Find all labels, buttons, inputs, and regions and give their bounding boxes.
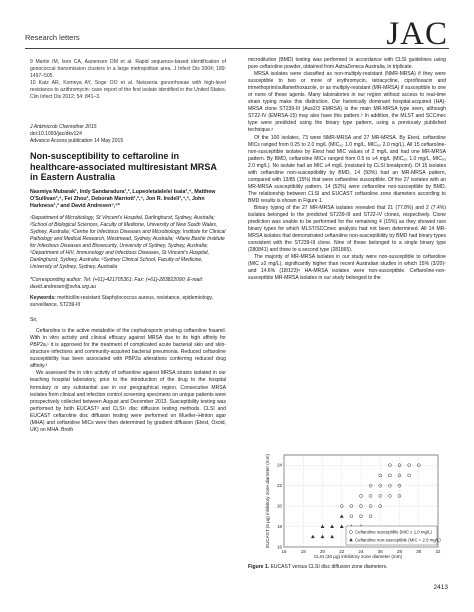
header-rule	[25, 48, 449, 49]
body-paragraph: We assessed the in vitro activity of ceftaroline against MRSA strains isolated in our teaching hospital laboratory, prior to the introduction of the drug to the hospital formulary or any substantial use in our geographical region. Consecutive MRSA isolates from clinical and infection control screening specimens on unique patients were prospectively collected between August and December 2013. Susceptibility testing was performed by both EUCAST³ and CLSI⁴ disc diffusion testing methods. CLSI and EUCAST ceftaroline disc diffusion testing were performed on Mueller–Hinton agar (MHA) and ceftaroline MICs were then determined by gradient diffusion (Etest, Oxoid, UK) on MHA. Broth	[30, 370, 226, 433]
x-tick-label: 16	[281, 549, 287, 554]
x-tick-label: 22	[339, 549, 345, 554]
body-paragraph: Ceftaroline is the active metabolite of the cephalosporin prodrug ceftaroline fosamil. With in vitro activity and clinical efficacy against MRSA due to its high affinity for PBP2a,¹ it is approved for the treatment of complicated acute bacterial skin and skin-structure infections and community-acquired bacterial pneumonia. Reduced ceftaroline susceptibility has been associated with PBP2a alterations conferring reduced drug affinity.²	[30, 328, 226, 370]
x-tick-label: 28	[397, 549, 402, 554]
citation-doi[interactable]: doi:10.1093/jac/dkv124	[30, 131, 82, 138]
figure-caption	[248, 564, 446, 571]
legend-label: Ceftaroline susceptible (MIC ≤ 1.0 mg/L)	[355, 529, 432, 535]
data-point-triangle	[330, 525, 334, 528]
data-point-circle	[388, 474, 391, 477]
figure-1	[248, 451, 446, 566]
author-list: Nasmiya Mubarak¹, Indy Sandaradura¹,², Lupeoletalalelei Isaia³,⁴, Matthew O'Sullivan³,⁴, Fei Zhou³, Deborah Marriott¹,²,⁴, Jon R. Iredell³,⁴,⁶, John Harkness¹,² and David Andresen⁵,⁶*	[30, 188, 216, 210]
body-paragraph: MRSA isolates were classified as non-multiply-resistant (NMR-MRSA) if they were susceptible to two or more of erythromycin, tetracycline, ciprofloxacin and trimethoprim/sulfamethoxazole, or as multiply-resistant (MR-MRSA) if susceptible to one or none of these agents. Many laboratories in our region without access to real-time strain typing make this distinction. Our historically dominant hospital-acquired (HA)-MRSA clone ST239-III (Aus2/3 EMRSA) is the main MR-MRSA type seen, although ST22-IV (EMRSA-15) may also have this pattern.⁵ In addition, the MLST and SCCmec type were predicted using the binary type pattern, using a previously published technique.⁶	[248, 71, 446, 134]
right-column	[248, 57, 446, 283]
reference-number: 10	[30, 80, 36, 87]
data-point-circle	[350, 515, 353, 518]
data-point-triangle	[321, 535, 325, 538]
citation-journal: J Antimicrob Chemother 2015	[30, 124, 97, 131]
body-paragraph: Binary typing of the 27 MR-MRSA isolates revealed that 21 (77.8%) and 2 (7.4%) isolates belonged to the predicted ST239-III and ST22-IV clones, respectively. Clone prediction was unable to be performed for the remaining 4 (15%) as they showed rare binary types for which MLST/SCCmec analysis had not been determined. All 14 MR-MRSA isolates that demonstrated ceftaroline non-susceptibility by BMD had binary types consistent with the ST239-III clone. Nine of these belonged to a single binary type (280841) and three to a second type (281865).	[248, 204, 446, 254]
reference-text: Martin IM, Ison CA, Aanensen DM et al. Rapid sequence-based identification of gonococcal transmission clusters in a large metropolitan area. J Infect Dis 2004; 189: 1497–505.	[30, 59, 226, 80]
keywords	[30, 295, 226, 309]
legend-label: Ceftaroline non-susceptible (MIC = 2.0 mg/L)	[355, 537, 441, 543]
body-paragraph: microdilution (BMD) testing was performed in accordance with CLSI guidelines using pure ceftaroline powder, obtained from AstraZeneca Australia, in triplicate.	[248, 57, 446, 71]
affiliations: ¹Department of Microbiology, St Vincent's Hospital, Darlinghurst, Sydney, Australia; ²School of Biological Sciences, Faculty of Medicine, University of New South Wales, Sydney, Australia; ³Centre for Infectious Diseases and Microbiology, Institute for Clinical Pathology and Medical Research, Westmead, Sydney, Australia; ⁴Marie Bashir Institute for Infectious Diseases and Biosecurity, University of Sydney, Sydney, Australia; ⁵Department of HIV, Immunology and Infectious Diseases, St Vincent's Hospital, Darlinghurst, Sydney, Australia; ⁶Sydney Clinical School, Faculty of Medicine, University of Sydney, Sydney, Australia	[30, 214, 226, 270]
x-tick-label: 32	[435, 549, 441, 554]
data-point-triangle	[340, 514, 344, 517]
figure-caption-text: EUCAST versus CLSI disc diffusion zone diameters.	[270, 564, 388, 570]
keywords-text: methicillin-resistant Staphylococcus aureus, resistance, epidemiology, surveillance, ST239-III	[30, 295, 214, 309]
citation-publication: Advance Access publication 14 May 2015	[30, 138, 124, 145]
data-point-circle	[388, 494, 391, 497]
y-tick-label: 24	[277, 462, 282, 468]
reference-9	[30, 59, 226, 80]
y-tick-label: 16	[277, 544, 282, 550]
reference-10	[30, 80, 226, 101]
article-title: Non-susceptibility to ceftaroline in healthcare-associated multiresistant MRSA in Eastern Australia	[30, 151, 217, 183]
x-axis-label: CLSI (30 µg) inhibitory zone diameter (mm)	[313, 554, 403, 559]
x-tick-label: 20	[320, 549, 325, 554]
data-point-triangle	[321, 525, 325, 528]
x-tick-label: 24	[358, 549, 364, 554]
y-tick-label: 18	[277, 524, 282, 530]
scatter-chart	[248, 451, 446, 561]
correspondence[interactable]: *Corresponding author. Tel: (+61)-421705361; Fax: (+61)-283822090; E-mail: david.andresen@svha.org.au	[30, 276, 204, 290]
data-point-circle	[408, 474, 411, 477]
section-label: Research letters	[25, 33, 80, 42]
figure-caption-label: Figure 1.	[248, 564, 270, 570]
x-tick-label: 18	[300, 549, 306, 554]
y-tick-label: 20	[277, 503, 282, 509]
x-tick-label: 30	[416, 549, 422, 554]
x-tick-label: 26	[377, 549, 383, 554]
journal-logo: JAC	[386, 16, 448, 52]
data-point-triangle	[330, 535, 334, 538]
y-tick-label: 22	[277, 483, 282, 489]
body-paragraph: Of the 100 isolates, 73 were NMR-MRSA and 27 MR-MRSA. By Etest, ceftaroline MICs ranged from 0.25 to 2.0 mg/L (MIC₅₀ 1.0 mg/L, MIC₉₀ 2.0 mg/L). All 15 ceftaroline-non-susceptible isolates by Etest had MIC values of 2 mg/L and had one MR-MRSA pattern. By BMD, ceftaroline MICs ranged from 0.5 to ≥4 mg/L (MIC₅₀ 1.0 mg/L, MIC₉₀ 2.0 mg/L). No isolate had an MIC ≥4 mg/L (resistant by CLSI breakpoint). Of 15 isolates with ceftaroline non-susceptibility by BMD, 14 (93%) had an MR-MRSA pattern, compared with 13/85 (15%) that were ceftaroline susceptible. Of the 27 isolates with an MR-MRSA susceptibility pattern, 14 (52%) were ceftaroline non-susceptible by BMD. The relationship between CLSI and EUCAST ceftaroline zone diameters according to BMD results is shown in Figure 1.	[248, 134, 446, 204]
y-axis-label: EUCAST (5 µg) inhibitory zone diameter (mm)	[265, 454, 270, 548]
left-column	[30, 59, 226, 434]
page-number: 2413	[433, 584, 448, 591]
reference-text: Katz AR, Komeya AY, Soge OO et al. Neisseria gonorrhoeae with high-level resistance to azithromycin: case report of the first isolate identified in the United States. Clin Infect Dis 2012; 54: 841–3.	[30, 80, 226, 101]
data-point-triangle	[311, 535, 315, 538]
salutation: Sir,	[30, 317, 38, 324]
keywords-label: Keywords:	[30, 295, 56, 301]
body-paragraph: The majority of MR-MRSA isolates in our study were non-susceptible to ceftaroline (MIC ≥2 mg/L), significantly higher than recent Australian studies in which 15% (3/20)⁷ and 14.6% (18/123)⁸ HA-MRSA isolates were non-susceptible. Ceftaroline-non-susceptible MR-MRSA isolates in our study belonged to the	[248, 254, 446, 282]
data-point-circle	[369, 515, 372, 518]
data-point-triangle	[340, 525, 344, 528]
reference-number: 9	[30, 59, 33, 65]
data-point-circle	[369, 494, 372, 497]
